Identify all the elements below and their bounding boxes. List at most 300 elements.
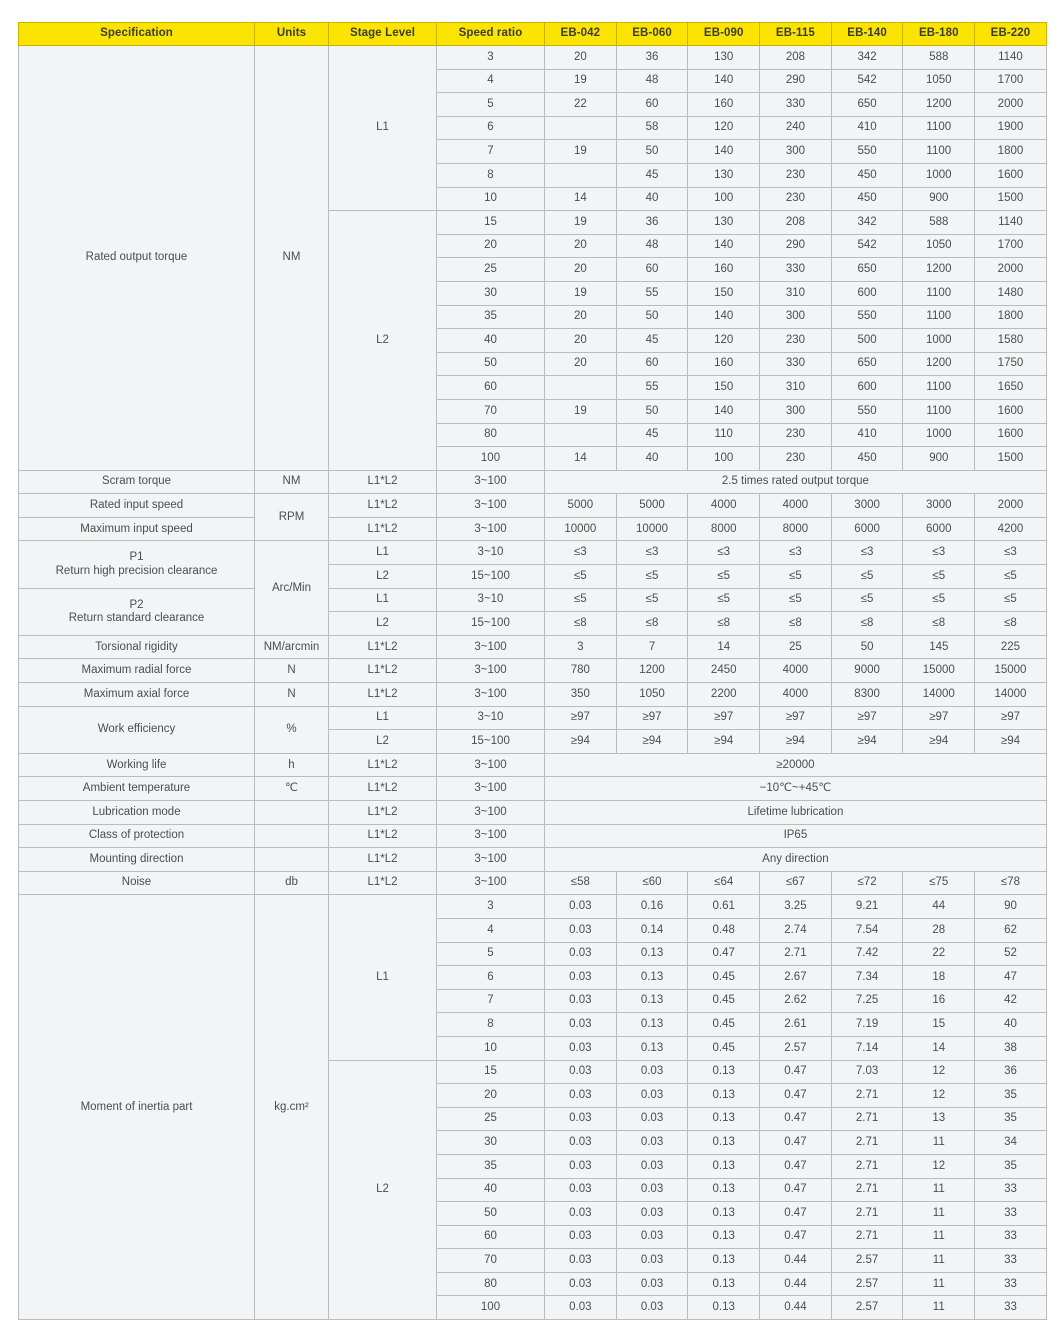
max-axial-force-label: Maximum axial force <box>19 683 255 707</box>
inertia-value: 0.13 <box>688 1178 760 1202</box>
torque-value: 48 <box>616 234 688 258</box>
max-radial-force-unit: N <box>255 659 329 683</box>
torque-value: 19 <box>545 281 617 305</box>
inertia-value: 12 <box>903 1060 975 1084</box>
p2-return-standard-clearance-value: ≤8 <box>975 612 1047 636</box>
lubrication-mode-ratio: 3~100 <box>437 801 545 825</box>
torque-value: 1100 <box>903 376 975 400</box>
inertia-value: 38 <box>975 1036 1047 1060</box>
work-efficiency-value: ≥94 <box>616 730 688 754</box>
p2-return-standard-clearance-label-line2: Return standard clearance <box>68 611 205 624</box>
inertia-value: 90 <box>975 895 1047 919</box>
clearance-unit: Arc/Min <box>255 541 329 635</box>
speed-ratio-cell: 20 <box>437 234 545 258</box>
inertia-value: 62 <box>975 918 1047 942</box>
inertia-value: 12 <box>903 1154 975 1178</box>
inertia-value: 2.71 <box>831 1202 903 1226</box>
inertia-value: 0.03 <box>616 1154 688 1178</box>
work-efficiency-value: ≥94 <box>760 730 832 754</box>
speed-ratio-cell: 4 <box>437 69 545 93</box>
max-radial-force-stage: L1*L2 <box>329 659 437 683</box>
inertia-value: 0.03 <box>545 895 617 919</box>
max-axial-force-stage: L1*L2 <box>329 683 437 707</box>
inertia-value: 0.47 <box>760 1084 832 1108</box>
work-efficiency-value: ≥94 <box>688 730 760 754</box>
max-axial-force-value: 14000 <box>975 683 1047 707</box>
p2-return-standard-clearance-value: ≤5 <box>688 588 760 612</box>
inertia-value: 2.71 <box>831 1107 903 1131</box>
rated-input-speed-stage: L1*L2 <box>329 494 437 518</box>
noise-unit: db <box>255 871 329 895</box>
stage-level-l2: L2 <box>329 1060 437 1320</box>
maximum-input-speed-value: 10000 <box>545 517 617 541</box>
p2-return-standard-clearance-stage: L2 <box>329 612 437 636</box>
torque-value: 45 <box>616 163 688 187</box>
torque-value: 45 <box>616 423 688 447</box>
torque-value: 160 <box>688 258 760 282</box>
max-radial-force-value: 9000 <box>831 659 903 683</box>
torque-value: 450 <box>831 187 903 211</box>
inertia-value: 0.03 <box>616 1225 688 1249</box>
p1-return-high-precision-clearance-label-line2: Return high precision clearance <box>55 564 218 577</box>
inertia-value: 0.03 <box>545 1013 617 1037</box>
inertia-value: 0.13 <box>688 1249 760 1273</box>
torque-value: 1700 <box>975 69 1047 93</box>
speed-ratio-cell: 8 <box>437 163 545 187</box>
inertia-value: 0.03 <box>545 1084 617 1108</box>
inertia-value: 2.71 <box>831 1084 903 1108</box>
max-radial-force-value: 1200 <box>616 659 688 683</box>
torque-value: 55 <box>616 281 688 305</box>
speed-ratio-cell: 5 <box>437 942 545 966</box>
maximum-input-speed-stage: L1*L2 <box>329 517 437 541</box>
torque-value: 240 <box>760 116 832 140</box>
inertia-value: 28 <box>903 918 975 942</box>
inertia-value: 0.16 <box>616 895 688 919</box>
inertia-value: 11 <box>903 1225 975 1249</box>
inertia-value: 40 <box>975 1013 1047 1037</box>
inertia-value: 7.19 <box>831 1013 903 1037</box>
torque-value: 50 <box>616 305 688 329</box>
inertia-value: 13 <box>903 1107 975 1131</box>
inertia-value: 0.47 <box>760 1178 832 1202</box>
mounting-direction-unit <box>255 848 329 872</box>
inertia-value: 15 <box>903 1013 975 1037</box>
speed-ratio-cell: 40 <box>437 1178 545 1202</box>
header-stage-level: Stage Level <box>329 23 437 46</box>
p2-return-standard-clearance-stage: L1 <box>329 588 437 612</box>
torque-value: 342 <box>831 46 903 70</box>
inertia-value: 0.47 <box>760 1202 832 1226</box>
torque-value: 290 <box>760 69 832 93</box>
inertia-value: 0.03 <box>545 942 617 966</box>
rated-input-speed-value: 5000 <box>616 494 688 518</box>
torque-value: 120 <box>688 116 760 140</box>
rated-output-torque-label: Rated output torque <box>19 46 255 471</box>
inertia-value: 0.13 <box>688 1154 760 1178</box>
torque-value: 310 <box>760 281 832 305</box>
torque-value: 20 <box>545 258 617 282</box>
maximum-input-speed-label: Maximum input speed <box>19 517 255 541</box>
torque-value: 1500 <box>975 187 1047 211</box>
p1-return-high-precision-clearance-stage: L2 <box>329 565 437 589</box>
torque-value: 140 <box>688 69 760 93</box>
p1-return-high-precision-clearance-value: ≤5 <box>616 565 688 589</box>
p1-return-high-precision-clearance-value: ≤3 <box>903 541 975 565</box>
inertia-value: 0.13 <box>688 1060 760 1084</box>
stage-level-l1: L1 <box>329 46 437 211</box>
inertia-value: 11 <box>903 1178 975 1202</box>
p2-return-standard-clearance-value: ≤8 <box>688 612 760 636</box>
torque-value: 542 <box>831 69 903 93</box>
ambient-temperature-row <box>19 777 1047 801</box>
torque-value: 1200 <box>903 258 975 282</box>
header-model-eb-220: EB-220 <box>975 23 1047 46</box>
torque-value: 140 <box>688 399 760 423</box>
rated-input-speed-value: 4000 <box>688 494 760 518</box>
torque-value: 1050 <box>903 69 975 93</box>
speed-ratio-cell: 100 <box>437 447 545 471</box>
work-efficiency-label: Work efficiency <box>19 706 255 753</box>
torque-value: 230 <box>760 187 832 211</box>
max-radial-force-row <box>19 659 1047 683</box>
torque-value: 1480 <box>975 281 1047 305</box>
mounting-direction-ratio: 3~100 <box>437 848 545 872</box>
max-axial-force-value: 2200 <box>688 683 760 707</box>
torque-value: 900 <box>903 447 975 471</box>
header-model-eb-140: EB-140 <box>831 23 903 46</box>
torque-value: 160 <box>688 352 760 376</box>
torque-value: 450 <box>831 163 903 187</box>
inertia-value: 0.14 <box>616 918 688 942</box>
torque-value: 130 <box>688 46 760 70</box>
inertia-value: 0.13 <box>616 966 688 990</box>
inertia-value: 0.13 <box>688 1131 760 1155</box>
inertia-value: 35 <box>975 1107 1047 1131</box>
torque-value: 14 <box>545 447 617 471</box>
torque-value: 1000 <box>903 163 975 187</box>
stage-level-l1: L1 <box>329 895 437 1060</box>
scram-torque-label: Scram torque <box>19 470 255 494</box>
working-life-label: Working life <box>19 753 255 777</box>
p1-return-high-precision-clearance-ratio: 15~100 <box>437 565 545 589</box>
inertia-value: 0.03 <box>616 1060 688 1084</box>
torque-value: 208 <box>760 46 832 70</box>
lubrication-mode-row <box>19 801 1047 825</box>
mounting-direction-stage: L1*L2 <box>329 848 437 872</box>
inertia-l1-row <box>19 895 1047 919</box>
inertia-value: 2.71 <box>831 1225 903 1249</box>
torque-value: 550 <box>831 399 903 423</box>
torque-value: 20 <box>545 352 617 376</box>
work-efficiency-value: ≥94 <box>545 730 617 754</box>
torque-value: 130 <box>688 211 760 235</box>
p1-return-high-precision-clearance-value: ≤3 <box>831 541 903 565</box>
rated-input-speed-ratio: 3~100 <box>437 494 545 518</box>
torque-value: 330 <box>760 258 832 282</box>
work-efficiency-value: ≥97 <box>688 706 760 730</box>
max-axial-force-row <box>19 683 1047 707</box>
torque-value: 342 <box>831 211 903 235</box>
ambient-temperature-ratio: 3~100 <box>437 777 545 801</box>
inertia-value: 11 <box>903 1131 975 1155</box>
torque-value: 19 <box>545 211 617 235</box>
inertia-value: 0.03 <box>616 1249 688 1273</box>
inertia-value: 0.03 <box>545 989 617 1013</box>
inertia-value: 2.57 <box>831 1249 903 1273</box>
torque-value: 22 <box>545 93 617 117</box>
speed-ratio-cell: 20 <box>437 1084 545 1108</box>
rated-output-torque-unit: NM <box>255 46 329 471</box>
inertia-value: 0.03 <box>545 1296 617 1320</box>
torque-value: 1650 <box>975 376 1047 400</box>
inertia-value: 0.03 <box>616 1202 688 1226</box>
torque-value: 600 <box>831 376 903 400</box>
mounting-direction-note: Any direction <box>545 848 1047 872</box>
inertia-value: 7.34 <box>831 966 903 990</box>
inertia-value: 35 <box>975 1154 1047 1178</box>
noise-stage: L1*L2 <box>329 871 437 895</box>
torque-value: 230 <box>760 163 832 187</box>
max-radial-force-value: 15000 <box>975 659 1047 683</box>
torque-value: 588 <box>903 211 975 235</box>
torque-value: 1200 <box>903 93 975 117</box>
max-radial-force-label: Maximum radial force <box>19 659 255 683</box>
working-life-unit: h <box>255 753 329 777</box>
speed-ratio-cell: 6 <box>437 966 545 990</box>
torque-value: 110 <box>688 423 760 447</box>
torque-value: 1100 <box>903 140 975 164</box>
torque-value: 36 <box>616 46 688 70</box>
maximum-input-speed-ratio: 3~100 <box>437 517 545 541</box>
noise-value: ≤67 <box>760 871 832 895</box>
noise-value: ≤75 <box>903 871 975 895</box>
inertia-value: 0.03 <box>545 1272 617 1296</box>
noise-value: ≤78 <box>975 871 1047 895</box>
torque-value: 1700 <box>975 234 1047 258</box>
inertia-value: 0.03 <box>545 1178 617 1202</box>
rated-input-speed-value: 2000 <box>975 494 1047 518</box>
p2-return-standard-clearance-row <box>19 588 1047 612</box>
inertia-value: 2.57 <box>760 1036 832 1060</box>
max-radial-force-value: 15000 <box>903 659 975 683</box>
scram-torque-ratio: 3~100 <box>437 470 545 494</box>
torque-value: 150 <box>688 376 760 400</box>
torque-value: 120 <box>688 329 760 353</box>
torque-value: 1600 <box>975 423 1047 447</box>
header-units: Units <box>255 23 329 46</box>
torque-value: 40 <box>616 447 688 471</box>
inertia-value: 33 <box>975 1272 1047 1296</box>
torque-value: 160 <box>688 93 760 117</box>
torque-value: 1000 <box>903 423 975 447</box>
torque-value: 45 <box>616 329 688 353</box>
inertia-value: 0.03 <box>616 1084 688 1108</box>
inertia-value: 0.47 <box>688 942 760 966</box>
torque-value: 20 <box>545 329 617 353</box>
torque-value: 1750 <box>975 352 1047 376</box>
torque-value: 588 <box>903 46 975 70</box>
maximum-input-speed-value: 8000 <box>688 517 760 541</box>
mounting-direction-row <box>19 848 1047 872</box>
rated-input-speed-value: 3000 <box>903 494 975 518</box>
torque-value: 140 <box>688 234 760 258</box>
torque-value: 130 <box>688 163 760 187</box>
torque-value: 58 <box>616 116 688 140</box>
inertia-value: 47 <box>975 966 1047 990</box>
inertia-value: 11 <box>903 1272 975 1296</box>
stage-level-l2: L2 <box>329 211 437 471</box>
inertia-value: 7.03 <box>831 1060 903 1084</box>
p1-return-high-precision-clearance-value: ≤5 <box>831 565 903 589</box>
ambient-temperature-stage: L1*L2 <box>329 777 437 801</box>
speed-ratio-cell: 70 <box>437 399 545 423</box>
inertia-value: 0.03 <box>545 1131 617 1155</box>
p2-return-standard-clearance-value: ≤8 <box>903 612 975 636</box>
inertia-value: 7.14 <box>831 1036 903 1060</box>
lubrication-mode-note: Lifetime lubrication <box>545 801 1047 825</box>
torque-value: 55 <box>616 376 688 400</box>
p1-return-high-precision-clearance-label-line1: P1 <box>129 551 144 564</box>
torque-value: 50 <box>616 399 688 423</box>
inertia-value: 2.71 <box>831 1154 903 1178</box>
torque-value: 300 <box>760 140 832 164</box>
torque-value: 300 <box>760 399 832 423</box>
torque-value: 650 <box>831 352 903 376</box>
maximum-input-speed-value: 4200 <box>975 517 1047 541</box>
p2-return-standard-clearance-value: ≤8 <box>831 612 903 636</box>
input-speed-unit: RPM <box>255 494 329 541</box>
torque-value: 1500 <box>975 447 1047 471</box>
p2-return-standard-clearance-label <box>19 588 255 635</box>
header-model-eb-115: EB-115 <box>760 23 832 46</box>
lubrication-mode-stage: L1*L2 <box>329 801 437 825</box>
torque-value: 100 <box>688 447 760 471</box>
torque-value <box>545 116 617 140</box>
torque-value: 19 <box>545 140 617 164</box>
torque-value: 1200 <box>903 352 975 376</box>
speed-ratio-cell: 70 <box>437 1249 545 1273</box>
inertia-value: 34 <box>975 1131 1047 1155</box>
torsional-rigidity-value: 225 <box>975 635 1047 659</box>
p1-return-high-precision-clearance-value: ≤5 <box>760 565 832 589</box>
torque-value: 550 <box>831 305 903 329</box>
p1-return-high-precision-clearance-label <box>19 541 255 588</box>
speed-ratio-cell: 30 <box>437 281 545 305</box>
inertia-value: 9.21 <box>831 895 903 919</box>
maximum-input-speed-value: 8000 <box>760 517 832 541</box>
inertia-value: 0.13 <box>688 1107 760 1131</box>
speed-ratio-cell: 10 <box>437 187 545 211</box>
working-life-ratio: 3~100 <box>437 753 545 777</box>
maximum-input-speed-value: 6000 <box>903 517 975 541</box>
speed-ratio-cell: 60 <box>437 1225 545 1249</box>
p2-return-standard-clearance-value: ≤5 <box>760 588 832 612</box>
rated-input-speed-label: Rated input speed <box>19 494 255 518</box>
torque-value: 330 <box>760 93 832 117</box>
inertia-value: 52 <box>975 942 1047 966</box>
torsional-rigidity-stage: L1*L2 <box>329 635 437 659</box>
inertia-value: 0.03 <box>545 1060 617 1084</box>
inertia-value: 0.13 <box>688 1296 760 1320</box>
inertia-value: 11 <box>903 1202 975 1226</box>
torsional-rigidity-unit: NM/arcmin <box>255 635 329 659</box>
speed-ratio-cell: 10 <box>437 1036 545 1060</box>
inertia-value: 0.03 <box>616 1131 688 1155</box>
inertia-value: 0.45 <box>688 1036 760 1060</box>
p1-return-high-precision-clearance-value: ≤5 <box>975 565 1047 589</box>
torque-value: 19 <box>545 69 617 93</box>
inertia-value: 0.47 <box>760 1107 832 1131</box>
inertia-value: 0.03 <box>545 918 617 942</box>
p2-return-standard-clearance-value: ≤8 <box>545 612 617 636</box>
inertia-value: 0.44 <box>760 1296 832 1320</box>
p1-return-high-precision-clearance-value: ≤5 <box>903 565 975 589</box>
speed-ratio-cell: 35 <box>437 305 545 329</box>
inertia-value: 36 <box>975 1060 1047 1084</box>
max-axial-force-value: 8300 <box>831 683 903 707</box>
max-axial-force-ratio: 3~100 <box>437 683 545 707</box>
work-efficiency-value: ≥94 <box>975 730 1047 754</box>
inertia-value: 0.45 <box>688 1013 760 1037</box>
work-efficiency-row <box>19 706 1047 730</box>
header-model-eb-180: EB-180 <box>903 23 975 46</box>
max-axial-force-value: 1050 <box>616 683 688 707</box>
header-speed-ratio: Speed ratio <box>437 23 545 46</box>
torque-value: 1100 <box>903 399 975 423</box>
speed-ratio-cell: 3 <box>437 895 545 919</box>
torque-value: 900 <box>903 187 975 211</box>
rated-input-speed-value: 3000 <box>831 494 903 518</box>
torque-value: 1580 <box>975 329 1047 353</box>
p1-return-high-precision-clearance-stage: L1 <box>329 541 437 565</box>
header-row <box>19 23 1047 46</box>
torsional-rigidity-value: 7 <box>616 635 688 659</box>
scram-torque-unit: NM <box>255 470 329 494</box>
speed-ratio-cell: 80 <box>437 1272 545 1296</box>
inertia-value: 22 <box>903 942 975 966</box>
inertia-value: 0.03 <box>616 1178 688 1202</box>
inertia-value: 0.47 <box>760 1225 832 1249</box>
work-efficiency-stage: L1 <box>329 706 437 730</box>
p2-return-standard-clearance-value: ≤5 <box>831 588 903 612</box>
noise-value: ≤60 <box>616 871 688 895</box>
torque-value: 2000 <box>975 258 1047 282</box>
maximum-input-speed-value: 6000 <box>831 517 903 541</box>
p1-return-high-precision-clearance-value: ≤5 <box>688 565 760 589</box>
class-of-protection-row <box>19 824 1047 848</box>
work-efficiency-value: ≥97 <box>760 706 832 730</box>
max-axial-force-value: 14000 <box>903 683 975 707</box>
p2-return-standard-clearance-value: ≤5 <box>975 588 1047 612</box>
rated-input-speed-value: 4000 <box>760 494 832 518</box>
maximum-input-speed-row <box>19 517 1047 541</box>
torque-value: 1600 <box>975 399 1047 423</box>
scram-torque-row <box>19 470 1047 494</box>
inertia-value: 0.45 <box>688 966 760 990</box>
p2-return-standard-clearance-value: ≤5 <box>903 588 975 612</box>
inertia-value: 0.13 <box>616 989 688 1013</box>
torque-value: 20 <box>545 46 617 70</box>
speed-ratio-cell: 3 <box>437 46 545 70</box>
torque-value: 40 <box>616 187 688 211</box>
class-of-protection-unit <box>255 824 329 848</box>
torque-value: 1800 <box>975 305 1047 329</box>
speed-ratio-cell: 4 <box>437 918 545 942</box>
lubrication-mode-label: Lubrication mode <box>19 801 255 825</box>
torque-value: 14 <box>545 187 617 211</box>
inertia-value: 0.13 <box>616 1013 688 1037</box>
